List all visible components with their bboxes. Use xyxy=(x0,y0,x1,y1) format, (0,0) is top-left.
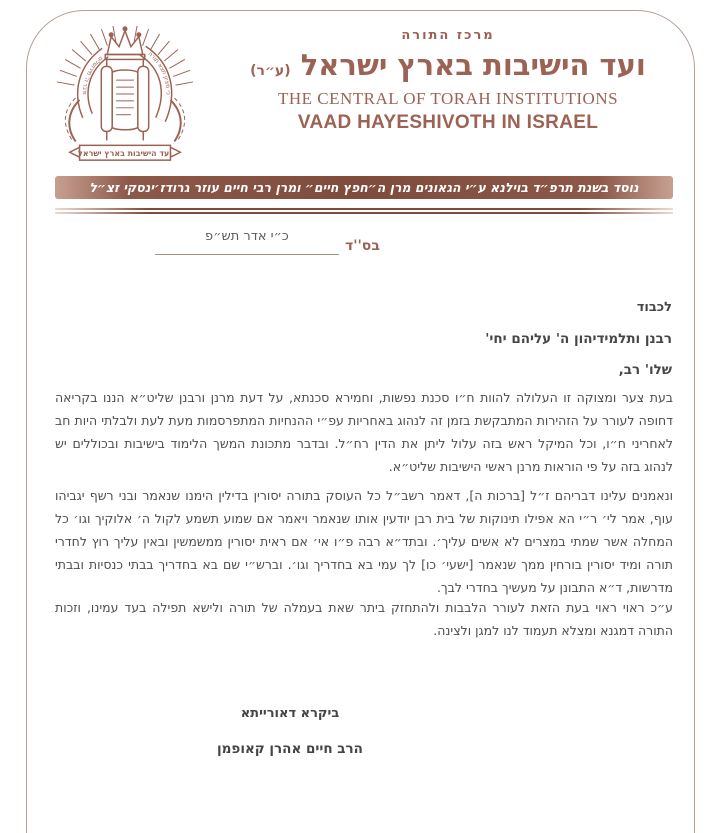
crown-icon xyxy=(105,27,145,59)
ribbon-text-right: כי מציון תצא תורה xyxy=(146,51,171,95)
org-title-suffix: (ע״ר) xyxy=(250,63,291,79)
paragraph-2: ונאמנים עלינו דבריהם ז״ל [ברכות ה], דאמר רשב״ל כל העוסק בתורה יסורין בדילין הימנו שנאמר ובני רשף יגביהו עוף, אמר לי׳ ר״י הא אפילו תינוקות של בית רבן יודעין אותו שנאמר ויאמר אם שמוע תשמע לקול ה׳ אלוקיך וגו׳ כל המחלה אשר שמתי במצרים לא אשים עליך׳. ובתד״א רבה פ״ו אי׳ אם ראית יסורין ממשמשין ובאין עליך רוץ לחדרי תורה ומיד יסורין בורחין ממך שנאמר [ישעי׳ כו] לך עמי בא בחדריך וגו׳. וברש״י שם בא בחדריך בבתי כנסיות ובבתי מדרשות, ד״א התבונן על מעשיך בחדרי לבך. xyxy=(55,488,673,595)
paragraph-3: ע״כ ראוי ראוי בעת הזאת לעורר הלבבות ולהתחזק ביתר שאת בעמלה של תורה ולישא תפילה בעד עמינו, וזכות התורה דמגנא ומצלא תעמוד לנו למגן ולצינה. xyxy=(55,600,673,638)
addressee-block xyxy=(485,300,672,378)
ribbon-text-left: ודבר ה' מירושלים xyxy=(80,54,104,95)
org-name-english: VAAD HAYESHIVOTH IN ISRAEL xyxy=(297,112,599,134)
letterhead xyxy=(238,28,658,134)
paragraph-1: בעת צער ומצוקה זו העלולה להוות ח״ו סכנת נפשות, וחמירא סכנתא, על דעת מרנן ורבנן שליט״א הננו בקריאה דחופה לעורר על הזהירות המתבקשת בזמן זה לנהוג באחריות עפ״י ההנחיות המתפרסמות מעת לעת ולבלתי היות חב לאחריני ח״ו, וכל המיקל ראש בזה עלול ליתן את הדין רח״ל. ובדבר מתכונת המשך הלימוד בישיבות ובכוללים יש לנהוג בזה על פי הוראות מרנן ראשי הישיבות שליט״א. xyxy=(55,390,673,474)
to-label: לכבוד xyxy=(636,300,672,315)
org-subtitle-english: THE CENTRAL OF TORAH INSTITUTIONS xyxy=(277,89,619,109)
founded-banner: נוסד בשנת תרפ״ד בוילנא ע״י הגאונים מרן ה״חפץ חיים״ ומרן רבי חיים עוזר גרודז׳ינסקי זצ״ל xyxy=(55,176,673,199)
header-divider xyxy=(55,208,673,214)
torah-scroll-icon xyxy=(101,58,148,140)
org-title-main: ועד הישיבות בארץ ישראל (ע״ר) xyxy=(250,48,646,82)
logo-caption: ועד הישיבות בארץ ישראל xyxy=(78,149,172,159)
addressee-line: רבנן ותלמידיהון ה' עליהם יחי' xyxy=(485,331,672,347)
closing-line: ביקרא דאורייתא xyxy=(240,706,340,721)
signature-block xyxy=(205,706,375,757)
torah-emblem-logo xyxy=(46,20,204,166)
org-title-small: מרכז התורה xyxy=(401,28,495,43)
signatory-name: הרב חיים אהרן קאופמן xyxy=(217,741,363,757)
handwritten-date: כ״י אדר תש״פ xyxy=(205,229,289,244)
bsd-label: בס''ד xyxy=(345,238,380,254)
greeting-line: שלו' רב, xyxy=(618,362,672,378)
date-underline xyxy=(155,254,339,255)
